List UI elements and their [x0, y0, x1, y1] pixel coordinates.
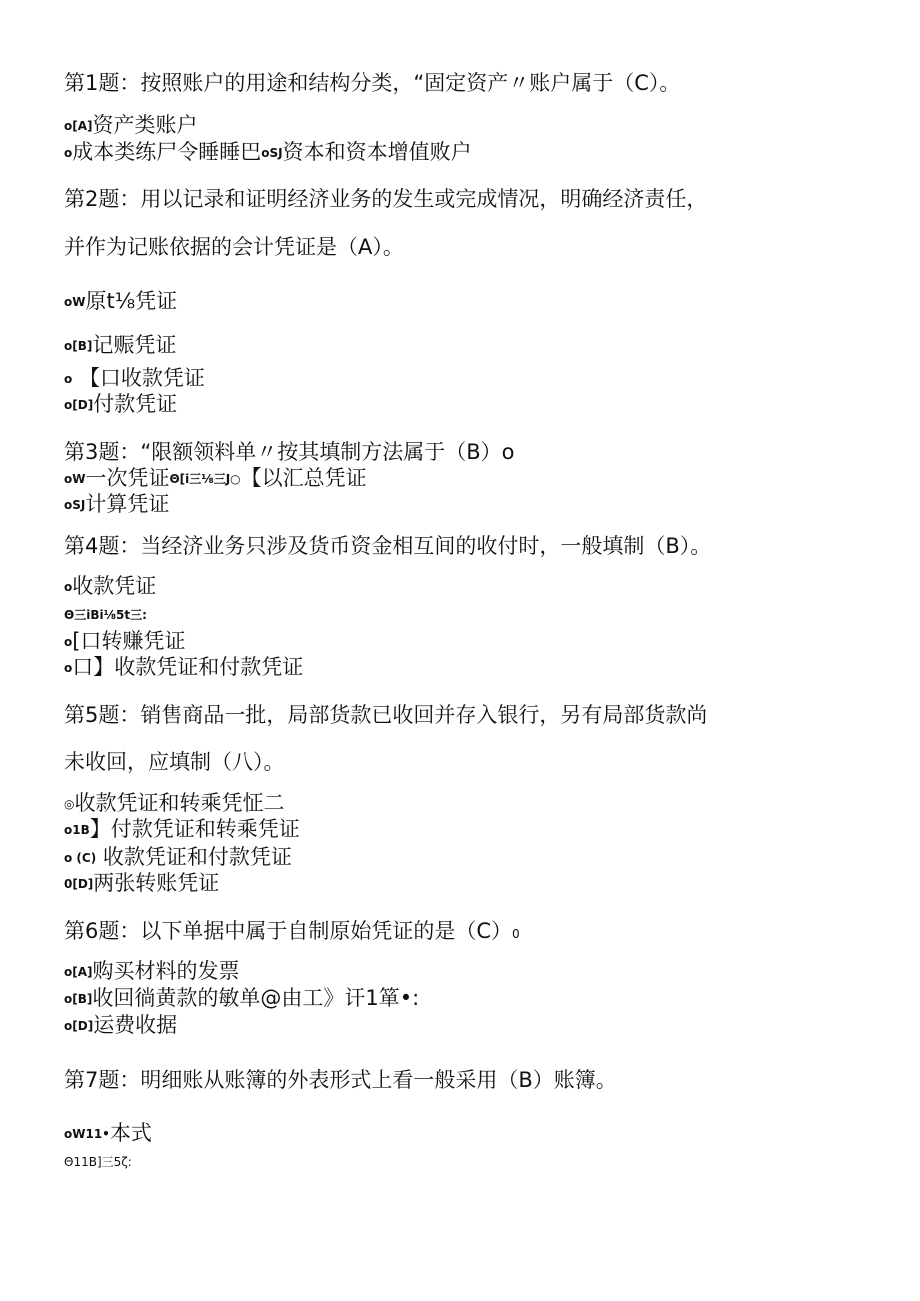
question-5-option-d[interactable]: [64, 873, 219, 894]
option-text: 运费收据: [93, 1013, 178, 1037]
option-marker: o[D]: [64, 1019, 94, 1033]
question-3-stem: 第3题：“限额领料单〃按其填制方法属于（B）o: [64, 440, 515, 464]
option-marker: o: [64, 146, 73, 160]
question-1-option-bc[interactable]: [64, 142, 472, 163]
option-text: 收款凭证: [72, 574, 157, 598]
question-7-stem: 第7题：明细账从账簿的外表形式上看一般采用（B）账簿。: [64, 1068, 617, 1092]
option-marker: oSJ: [64, 498, 86, 512]
question-4-stem: 第4题：当经济业务只涉及货币资金相互间的收付时，一般填制（B）。: [64, 534, 712, 558]
option-marker: o1B: [64, 823, 90, 837]
option-text: 购买材料的发票: [92, 959, 240, 983]
question-7-option-a[interactable]: [64, 1123, 152, 1144]
option-marker: oW: [64, 472, 86, 486]
option-text: 记赈凭证: [92, 333, 177, 357]
option-marker: o: [64, 635, 73, 649]
question-1-stem: 第1题：按照账户的用途和结构分类，“固定资产〃账户属于（C）。: [64, 71, 681, 95]
option-marker: oW: [64, 295, 86, 309]
option-marker: o[A]: [64, 965, 93, 979]
option-marker: o[B]: [64, 992, 93, 1006]
option-marker: o[B]: [64, 339, 93, 353]
question-2-stem-line-2: 并作为记账依据的会计凭证是（A）。: [64, 235, 404, 259]
option-text: 收回徜黄款的敏单@由工》讦1箪•:: [92, 986, 420, 1010]
option-text: 本式: [109, 1121, 152, 1145]
option-text: 成本类练尸令睡睡巴: [72, 140, 262, 164]
option-marker: o: [64, 372, 73, 386]
question-6-stem: [64, 921, 520, 942]
question-5-option-a[interactable]: [64, 793, 284, 814]
question-6-stem-text: 第6题：以下单据中属于自制原始凭证的是（C）: [64, 919, 513, 943]
question-5-stem-line-1: 第5题：销售商品一批，局部货款已收回并存入银行，另有局部货款尚: [64, 703, 708, 727]
question-2-option-b[interactable]: [64, 335, 176, 356]
question-5-stem-line-2: 未收回，应填制（八）。: [64, 750, 285, 774]
option-marker: o (C): [64, 851, 97, 865]
option-text: 资产类账户: [92, 113, 198, 137]
option-marker: o: [64, 580, 73, 594]
option-text: 【口收款凭证: [78, 366, 205, 390]
option-text: 】付款凭证和转乘凭证: [89, 817, 300, 841]
option-text: 原t⅛凭证: [85, 289, 178, 313]
question-2-option-a[interactable]: [64, 291, 177, 312]
option-text: 资本和资本增值败户: [282, 140, 472, 164]
option-text: 一次凭证: [85, 466, 170, 490]
question-5-option-b[interactable]: [64, 819, 300, 840]
option-text: 【以汇总凭证: [240, 466, 367, 490]
question-4-option-d[interactable]: [64, 657, 303, 678]
question-6-option-b[interactable]: [64, 988, 419, 1009]
option-text: [口转赚凭证: [72, 629, 186, 653]
question-4-option-c[interactable]: [64, 631, 185, 652]
option-text: 两张转账凭证: [93, 871, 220, 895]
question-2-option-c[interactable]: [64, 368, 205, 389]
option-text: 计算凭证: [85, 492, 170, 516]
question-6-stem-tail: 0: [512, 927, 520, 941]
question-5-option-c[interactable]: [64, 847, 292, 868]
question-2-option-d[interactable]: [64, 394, 177, 415]
question-6-option-a[interactable]: [64, 961, 240, 982]
question-1-option-a[interactable]: [64, 115, 198, 136]
option-marker: oW11•: [64, 1127, 110, 1141]
option-marker: o: [64, 661, 73, 675]
question-2-stem-line-1: 第2题：用以记录和证明经济业务的发生或完成情况，明确经济责任，: [64, 187, 708, 211]
question-4-option-a[interactable]: [64, 576, 156, 597]
question-3-option-c[interactable]: [64, 494, 169, 515]
question-6-option-d[interactable]: [64, 1015, 177, 1036]
question-4-option-b[interactable]: Θ三iBi⅛5t三:: [64, 608, 147, 622]
option-marker: Θ[i三⅛三J○: [169, 472, 241, 486]
option-text: 口】收款凭证和付款凭证: [72, 655, 304, 679]
question-3-option-ab[interactable]: [64, 468, 367, 489]
option-marker: ◎: [64, 797, 75, 811]
option-text: 收款凭证和转乘凭怔二: [74, 791, 285, 815]
option-marker: o[A]: [64, 119, 93, 133]
option-text: 收款凭证和付款凭证: [102, 845, 292, 869]
option-marker: 0[D]: [64, 877, 94, 891]
option-text: 付款凭证: [93, 392, 178, 416]
question-7-option-b[interactable]: Θ11B]三5ζ:: [64, 1155, 132, 1169]
option-marker: o[D]: [64, 398, 94, 412]
option-marker: oSJ: [261, 146, 283, 160]
